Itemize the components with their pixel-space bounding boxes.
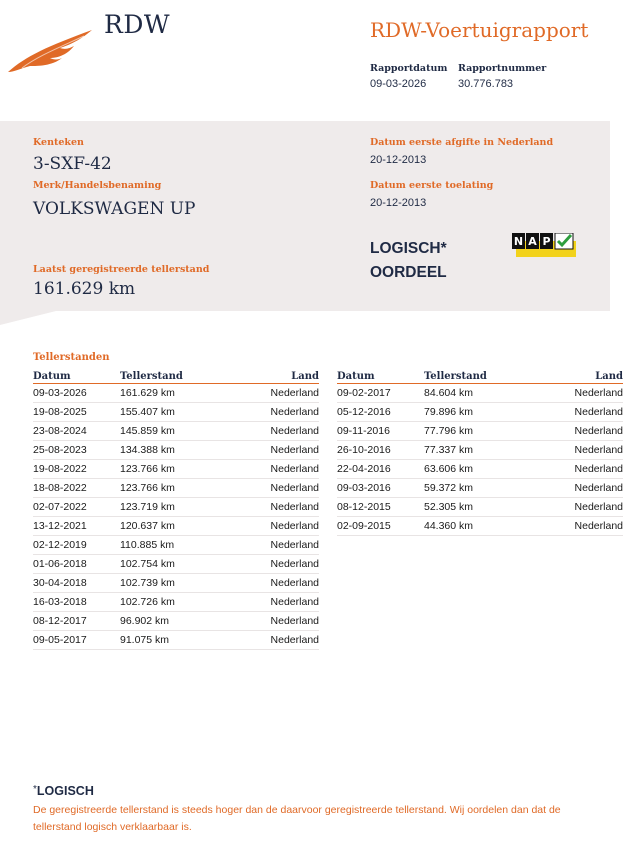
cell-reading: 52.305 km: [424, 498, 534, 517]
report-title: RDW-Voertuigrapport: [370, 18, 589, 42]
cell-country: Nederland: [534, 441, 623, 460]
odometer-table-left: [33, 369, 319, 650]
cell-reading: 145.859 km: [120, 422, 230, 441]
cell-country: Nederland: [230, 441, 319, 460]
cell-date: 02-07-2022: [33, 498, 120, 517]
cell-date: 26-10-2016: [337, 441, 424, 460]
nap-letter-n: N: [513, 235, 524, 248]
brand-name: RDW: [104, 10, 171, 39]
cell-date: 02-09-2015: [337, 517, 424, 536]
cell-date: 09-02-2017: [337, 384, 424, 403]
cell-date: 18-08-2022: [33, 479, 120, 498]
cell-reading: 110.885 km: [120, 536, 230, 555]
cell-reading: 84.604 km: [424, 384, 534, 403]
footnote-title: *LOGISCH: [33, 784, 94, 798]
table-row: [337, 403, 623, 422]
table-row: [33, 403, 319, 422]
cell-country: Nederland: [534, 460, 623, 479]
table-header-row: [33, 369, 319, 384]
cell-reading: 77.337 km: [424, 441, 534, 460]
verdict: [370, 237, 447, 285]
nap-logo-icon: [512, 233, 578, 259]
cell-country: Nederland: [534, 517, 623, 536]
table-row: [337, 460, 623, 479]
nap-letter-p: P: [542, 235, 551, 248]
cell-reading: 44.360 km: [424, 517, 534, 536]
cell-date: 30-04-2018: [33, 574, 120, 593]
cell-reading: 155.407 km: [120, 403, 230, 422]
table-row: [337, 498, 623, 517]
col-header-reading: Tellerstand: [120, 369, 230, 384]
cell-date: 25-08-2023: [33, 441, 120, 460]
cell-date: 01-06-2018: [33, 555, 120, 574]
footnote-text: De geregistreerde tellerstand is steeds hoger dan de daarvoor geregistreerde tellerstand. Wij oordelen dan dat de tellerstand logisch verklaarbaar is.: [33, 804, 561, 833]
verdict-line-2: OORDEEL: [370, 264, 447, 281]
cell-country: Nederland: [230, 517, 319, 536]
rdw-logo-icon: [8, 26, 92, 76]
odometer-table-right: [337, 369, 623, 536]
cell-reading: 123.719 km: [120, 498, 230, 517]
table-row: [33, 384, 319, 403]
cell-reading: 96.902 km: [120, 612, 230, 631]
cell-date: 13-12-2021: [33, 517, 120, 536]
cell-reading: 79.896 km: [424, 403, 534, 422]
table-row: [337, 441, 623, 460]
report-number-label: Rapportnummer: [458, 63, 547, 74]
cell-date: 09-11-2016: [337, 422, 424, 441]
cell-country: Nederland: [230, 384, 319, 403]
cell-country: Nederland: [230, 574, 319, 593]
table-row: [33, 555, 319, 574]
odometer-section-title: Tellerstanden: [33, 352, 110, 363]
cell-date: 08-12-2017: [33, 612, 120, 631]
plate-value: 3-SXF-42: [33, 154, 112, 174]
cell-country: Nederland: [534, 384, 623, 403]
cell-reading: 102.726 km: [120, 593, 230, 612]
cell-date: 19-08-2022: [33, 460, 120, 479]
cell-date: 16-03-2018: [33, 593, 120, 612]
cell-reading: 77.796 km: [424, 422, 534, 441]
cell-country: Nederland: [534, 479, 623, 498]
col-header-country: Land: [534, 369, 623, 384]
report-date-label: Rapportdatum: [370, 63, 448, 74]
table-row: [33, 441, 319, 460]
cell-date: 19-08-2025: [33, 403, 120, 422]
cell-date: 08-12-2015: [337, 498, 424, 517]
col-header-country: Land: [230, 369, 319, 384]
table-row: [33, 422, 319, 441]
cell-country: Nederland: [230, 403, 319, 422]
cell-country: Nederland: [534, 498, 623, 517]
verdict-line-1: LOGISCH*: [370, 240, 447, 257]
cell-reading: 161.629 km: [120, 384, 230, 403]
cell-reading: 120.637 km: [120, 517, 230, 536]
table-row: [337, 517, 623, 536]
table-row: [337, 479, 623, 498]
last-odometer-label: Laatst geregistreerde tellerstand: [33, 264, 210, 275]
cell-date: 02-12-2019: [33, 536, 120, 555]
footnote-title-text: LOGISCH: [36, 784, 94, 798]
plate-label: Kenteken: [33, 137, 84, 148]
cell-country: Nederland: [230, 498, 319, 517]
first-issue-nl-value: 20-12-2013: [370, 154, 427, 166]
table-header-row: [337, 369, 623, 384]
cell-date: 23-08-2024: [33, 422, 120, 441]
table-row: [33, 612, 319, 631]
cell-country: Nederland: [230, 460, 319, 479]
col-header-date: Datum: [337, 369, 424, 384]
col-header-reading: Tellerstand: [424, 369, 534, 384]
cell-country: Nederland: [534, 403, 623, 422]
cell-reading: 63.606 km: [424, 460, 534, 479]
table-row: [33, 536, 319, 555]
cell-reading: 102.754 km: [120, 555, 230, 574]
table-row: [33, 631, 319, 650]
cell-country: Nederland: [230, 593, 319, 612]
cell-date: 09-05-2017: [33, 631, 120, 650]
cell-reading: 102.739 km: [120, 574, 230, 593]
last-odometer-value: 161.629 km: [33, 279, 136, 299]
table-row: [337, 422, 623, 441]
cell-country: Nederland: [230, 555, 319, 574]
cell-country: Nederland: [230, 536, 319, 555]
make-label: Merk/Handelsbenaming: [33, 180, 162, 191]
cell-reading: 91.075 km: [120, 631, 230, 650]
cell-date: 09-03-2026: [33, 384, 120, 403]
first-admission-value: 20-12-2013: [370, 197, 427, 209]
col-header-date: Datum: [33, 369, 120, 384]
table-row: [33, 517, 319, 536]
make-value: VOLKSWAGEN UP: [33, 199, 196, 219]
cell-reading: 134.388 km: [120, 441, 230, 460]
table-row: [33, 574, 319, 593]
cell-date: 09-03-2016: [337, 479, 424, 498]
first-admission-label: Datum eerste toelating: [370, 180, 494, 191]
cell-country: Nederland: [230, 612, 319, 631]
table-row: [337, 384, 623, 403]
report-date: 09-03-2026: [370, 78, 427, 90]
cell-date: 22-04-2016: [337, 460, 424, 479]
first-issue-nl-label: Datum eerste afgifte in Nederland: [370, 137, 554, 148]
report-number: 30.776.783: [458, 78, 514, 90]
cell-date: 05-12-2016: [337, 403, 424, 422]
nap-letter-a: A: [528, 235, 537, 248]
cell-country: Nederland: [230, 422, 319, 441]
cell-country: Nederland: [534, 422, 623, 441]
table-row: [33, 460, 319, 479]
cell-country: Nederland: [230, 479, 319, 498]
table-row: [33, 593, 319, 612]
table-row: [33, 479, 319, 498]
cell-country: Nederland: [230, 631, 319, 650]
panel-notch: [0, 311, 56, 325]
cell-reading: 123.766 km: [120, 479, 230, 498]
cell-reading: 59.372 km: [424, 479, 534, 498]
cell-reading: 123.766 km: [120, 460, 230, 479]
table-row: [33, 498, 319, 517]
